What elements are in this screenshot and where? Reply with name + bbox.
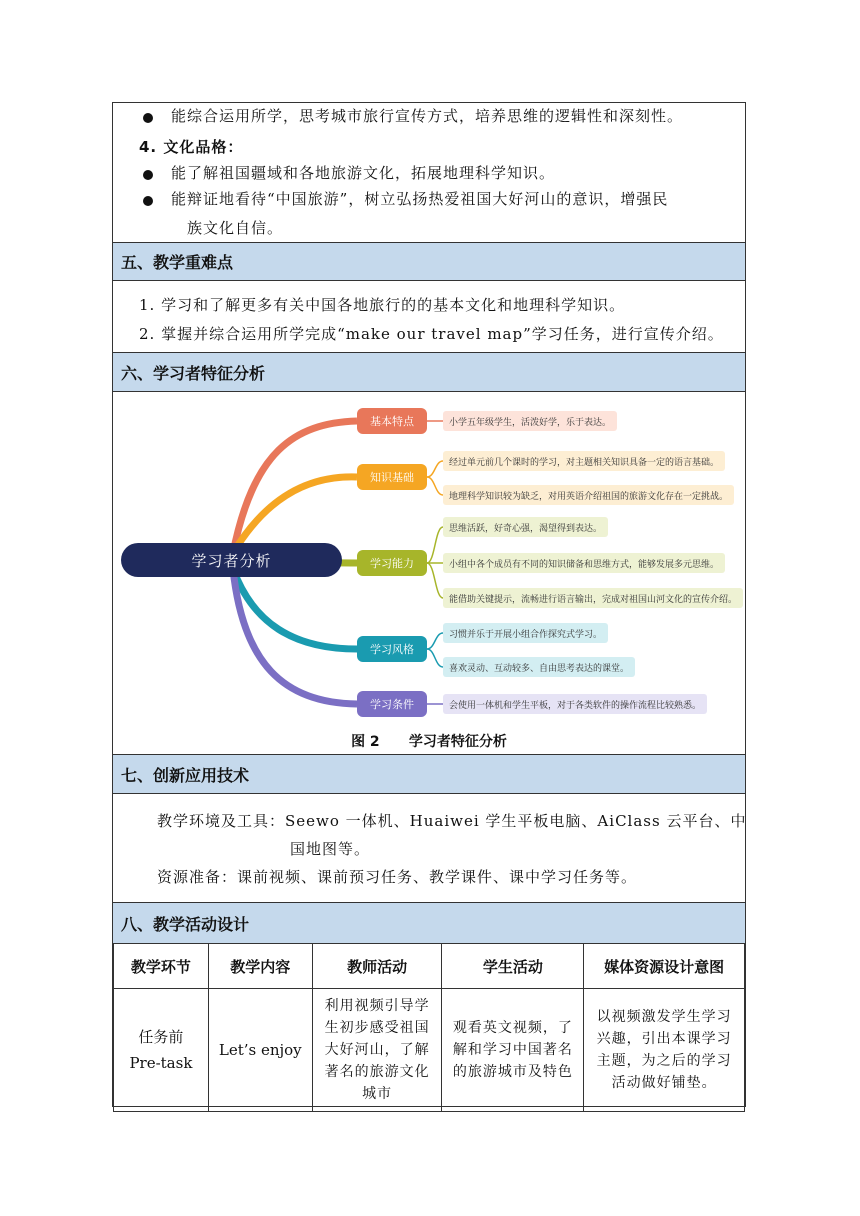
mind-map-leaf: 喜欢灵动、互动较多、自由思考表达的课堂。 xyxy=(443,657,635,677)
col-header: 教学内容 xyxy=(208,944,312,989)
cell-stage: 任务前 Pre-task xyxy=(114,989,209,1112)
section-title: 六、学习者特征分析 xyxy=(121,363,266,383)
objective-bullet-1: 能综合运用所学，思考城市旅行宣传方式，培养思维的逻辑性和深刻性。 xyxy=(171,107,684,125)
mind-map-leaf: 小学五年级学生，活泼好学，乐于表达。 xyxy=(443,411,617,431)
mind-map-leaf: 能借助关键提示，流畅进行语言输出，完成对祖国山河文化的宣传介绍。 xyxy=(443,588,743,608)
mind-map-leaf: 小组中各个成员有不同的知识储备和思维方式，能够发展多元思维。 xyxy=(443,553,725,573)
section-header-7 xyxy=(113,754,745,794)
objective-bullet-2: 能了解祖国疆域和各地旅游文化，拓展地理科学知识。 xyxy=(171,164,556,182)
mind-map-leaf: 习惯并乐于开展小组合作探究式学习。 xyxy=(443,623,608,643)
activity-table xyxy=(113,943,745,1112)
bullet-dot xyxy=(143,196,153,206)
objective-bullet-3-line2: 族文化自信。 xyxy=(187,219,284,237)
bullet-dot xyxy=(143,170,153,180)
bullet-dot xyxy=(143,113,153,123)
col-header: 教师活动 xyxy=(312,944,442,989)
key-point-1: 1. 学习和了解更多有关中国各地旅行的的基本文化和地理科学知识。 xyxy=(139,296,626,314)
mind-map-leaf: 经过单元前几个课时的学习，对主题相关知识具备一定的语言基础。 xyxy=(443,451,725,471)
learner-mind-map xyxy=(113,393,745,750)
section-title: 七、创新应用技术 xyxy=(121,765,250,785)
col-header: 教学环节 xyxy=(114,944,209,989)
cell-student: 观看英文视频，了解和学习中国著名的旅游城市及特色 xyxy=(442,989,584,1112)
tech-resources: 资源准备：课前视频、课前预习任务、教学课件、课中学习任务等。 xyxy=(157,868,638,886)
col-header: 学生活动 xyxy=(442,944,584,989)
tech-env-line2: 国地图等。 xyxy=(290,840,371,858)
tech-env-line1: 教学环境及工具：Seewo 一体机、Huaiwei 学生平板电脑、AiClass 云平台、中 xyxy=(157,812,747,830)
mind-map-leaf: 地理科学知识较为缺乏，对用英语介绍祖国的旅游文化存在一定挑战。 xyxy=(443,485,734,505)
section-header-8 xyxy=(113,902,745,944)
mind-map-root: 学习者分析 xyxy=(121,543,342,577)
section-title: 八、教学活动设计 xyxy=(121,914,250,934)
table-row xyxy=(114,989,745,1112)
key-point-2: 2. 掌握并综合运用所学完成“make our travel map”学习任务，进行宣传介绍。 xyxy=(139,325,724,343)
cell-intent: 以视频激发学生学习兴趣，引出本课学习主题，为之后的学习活动做好铺垫。 xyxy=(584,989,745,1112)
figure-caption: 图 2 学习者特征分析 xyxy=(351,734,507,750)
cell-content: Let’s enjoy xyxy=(208,989,312,1112)
table-header-row xyxy=(114,944,745,989)
lesson-plan-frame xyxy=(112,102,746,1107)
mind-map-node-style: 学习风格 xyxy=(357,636,427,662)
section-title: 五、教学重难点 xyxy=(121,253,234,272)
col-header: 媒体资源设计意图 xyxy=(584,944,745,989)
objective-bullet-3-line1: 能辩证地看待“中国旅游”，树立弘扬热爱祖国大好河山的意识，增强民 xyxy=(171,190,669,208)
mind-map-node-basic: 基本特点 xyxy=(357,408,427,434)
mind-map-leaf: 思维活跃，好奇心强，渴望得到表达。 xyxy=(443,517,608,537)
section-header-6 xyxy=(113,352,745,392)
section-header-5 xyxy=(113,242,745,281)
cell-teacher: 利用视频引导学生初步感受祖国大好河山，了解著名的旅游文化城市 xyxy=(312,989,442,1112)
objective-heading-4: 4. 文化品格： xyxy=(139,138,244,156)
mind-map-node-ability: 学习能力 xyxy=(357,550,427,576)
mind-map-leaf: 会使用一体机和学生平板，对于各类软件的操作流程比较熟悉。 xyxy=(443,694,707,714)
mind-map-node-knowledge: 知识基础 xyxy=(357,464,427,490)
mind-map-node-conditions: 学习条件 xyxy=(357,691,427,717)
